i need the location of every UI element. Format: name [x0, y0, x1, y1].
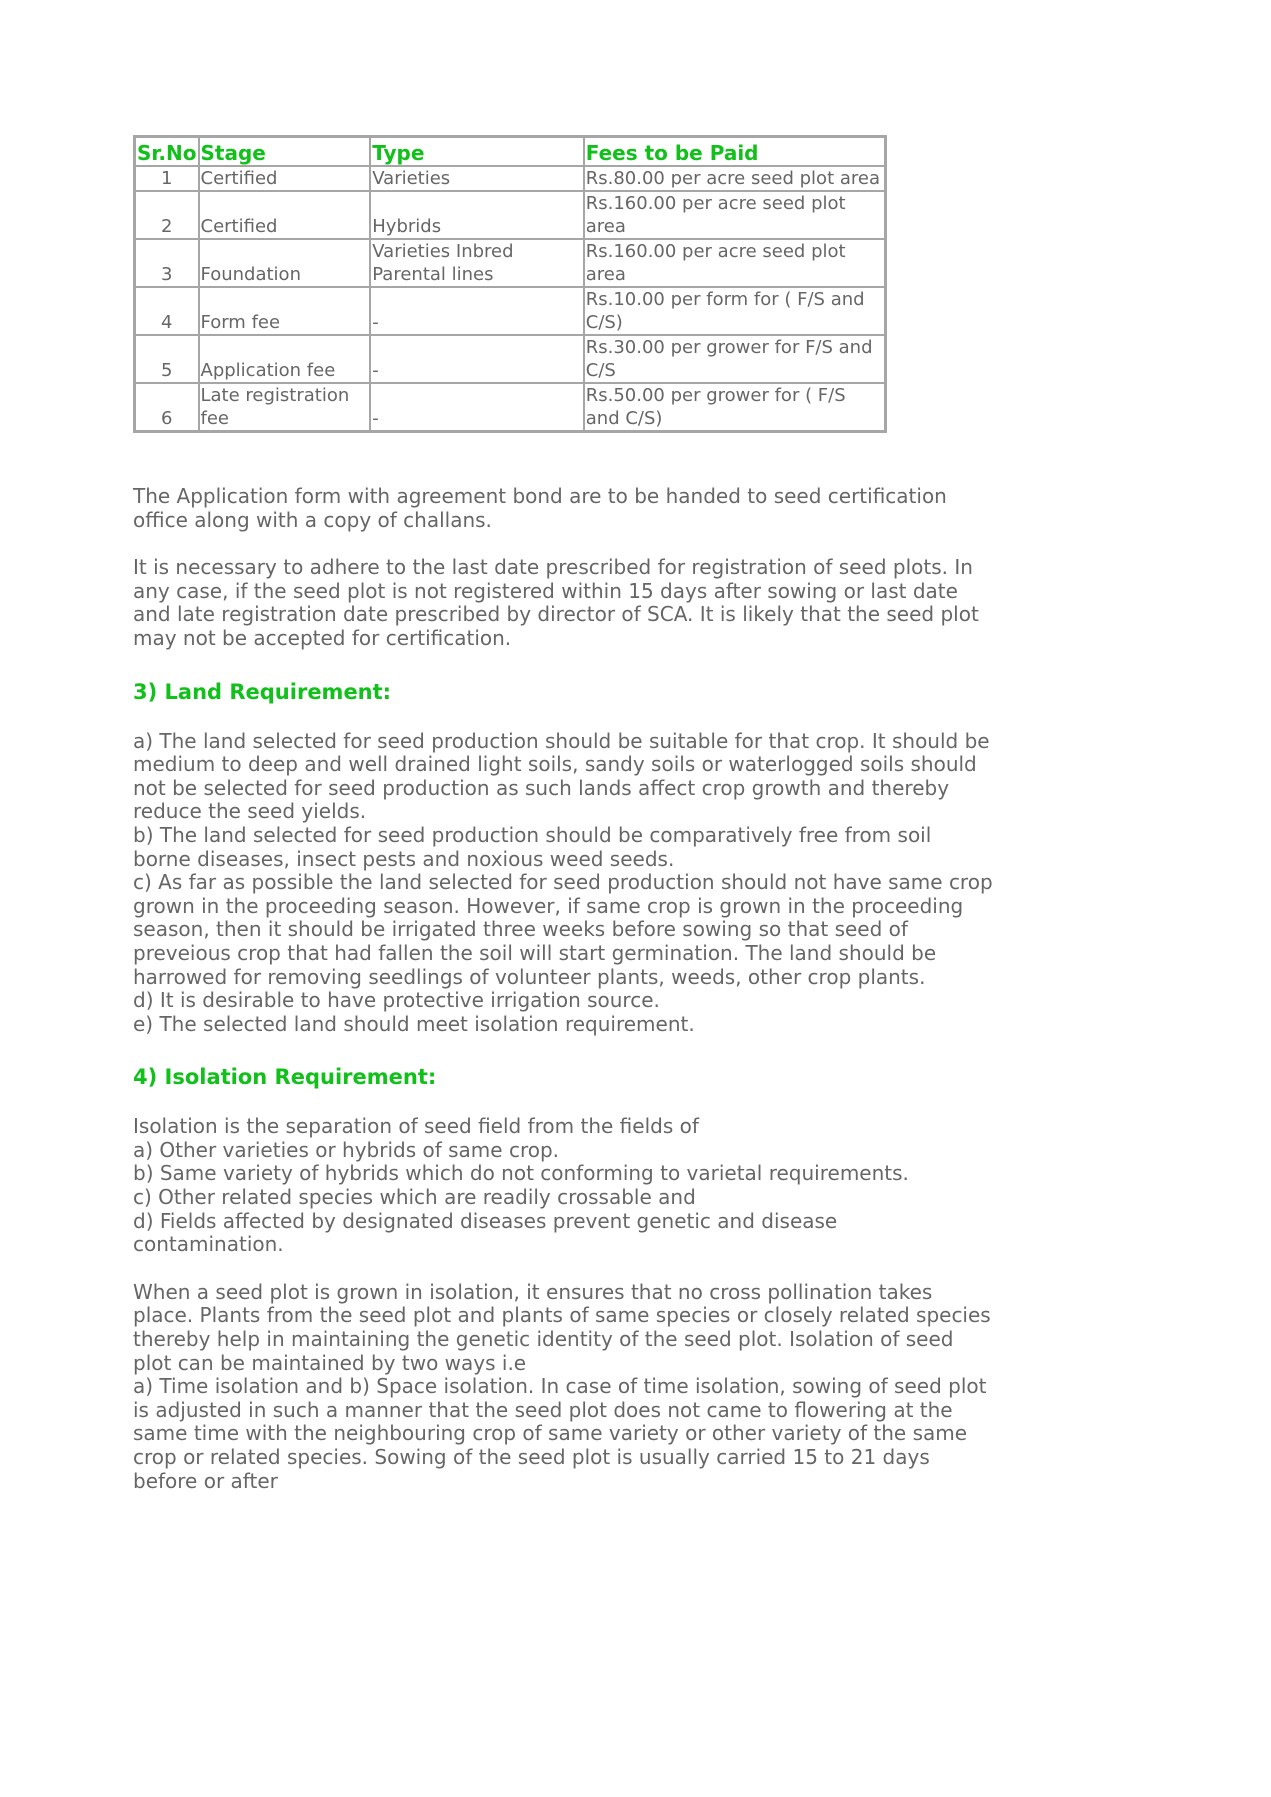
isolation-requirement-heading: 4) Isolation Requirement: [133, 1065, 437, 1090]
cell-stage: Application fee [199, 335, 371, 383]
table-header-row [135, 137, 885, 166]
table-row [135, 166, 885, 191]
cell-type: Hybrids [370, 191, 584, 239]
cell-fee: Rs.30.00 per grower for F/S and C/S [584, 335, 885, 383]
fees-table [133, 135, 887, 433]
table-row [135, 191, 885, 239]
cell-type: Varieties [370, 166, 584, 191]
cell-stage: Foundation [199, 239, 371, 287]
land-requirement-item: d) It is desirable to have protective irrigation source. [133, 988, 660, 1013]
cell-stage: Certified [199, 166, 371, 191]
isolation-requirement-list [133, 1115, 993, 1257]
cell-type: Varieties Inbred Parental lines [370, 239, 584, 287]
table-row [135, 239, 885, 287]
cell-stage: Form fee [199, 287, 371, 335]
cell-stage: Certified [199, 191, 371, 239]
cell-fee: Rs.80.00 per acre seed plot area [584, 166, 885, 191]
land-requirement-heading: 3) Land Requirement: [133, 679, 392, 704]
application-form-paragraph: The Application form with agreement bond are to be handed to seed certification office along with a copy of challans. [133, 484, 947, 532]
land-requirement-item: e) The selected land should meet isolation requirement. [133, 1011, 695, 1036]
isolation-explanation-block [133, 1281, 993, 1493]
land-requirement-item: a) The land selected for seed production should be suitable for that crop. It should be medium to deep and well drained light soils, sandy soils or waterlogged soils should not be selected for seed production as such lands affect crop growth and thereby reduce the seed yields. [133, 728, 990, 824]
land-requirement-item: c) As far as possible the land selected for seed production should not have same crop grown in the proceeding season. However, if same crop is grown in the proceeding season, then it should be irrigated three weeks before sowing so that seed of preveious crop that had fallen the soil will start germination. The land should be harrowed for removing seedlings of volunteer plants, weeds, other crop plants. [133, 870, 993, 989]
header-sr-no: Sr.No [135, 137, 199, 166]
table-row [135, 287, 885, 335]
cell-sr-no: 1 [135, 166, 199, 191]
cell-stage: Late registration fee [199, 383, 371, 431]
cell-sr-no: 4 [135, 287, 199, 335]
cell-type: - [370, 383, 584, 431]
cell-fee: Rs.160.00 per acre seed plot area [584, 239, 885, 287]
table-row [135, 335, 885, 383]
cell-sr-no: 5 [135, 335, 199, 383]
header-type: Type [370, 137, 584, 166]
cell-sr-no: 3 [135, 239, 199, 287]
isolation-explanation-paragraph: When a seed plot is grown in isolation, it ensures that no cross pollination takes place. Plants from the seed plot and plants of same species or closely related species thereby help in maintaining the genetic identity of the seed plot. Isolation of seed plot can be maintained by two ways i.e [133, 1279, 991, 1375]
isolation-item: d) Fields affected by designated diseases prevent genetic and disease contamination. [133, 1208, 838, 1257]
cell-type: - [370, 287, 584, 335]
isolation-item: b) Same variety of hybrids which do not conforming to varietal requirements. [133, 1161, 909, 1186]
cell-fee: Rs.160.00 per acre seed plot area [584, 191, 885, 239]
isolation-item: c) Other related species which are readily crossable and [133, 1185, 696, 1210]
land-requirement-list [133, 730, 993, 1037]
header-fees: Fees to be Paid [584, 137, 885, 166]
time-space-isolation-paragraph: a) Time isolation and b) Space isolation. In case of time isolation, sowing of seed plot is adjusted in such a manner that the seed plot does not came to flowering at the same time with the neighbouring crop of same variety or other variety of the same crop or related species. Sowing of the seed plot is usually carried 15 to 21 days before or after [133, 1374, 987, 1493]
cell-type: - [370, 335, 584, 383]
land-requirement-item: b) The land selected for seed production should be comparatively free from soil borne diseases, insect pests and noxious weed seeds. [133, 822, 932, 871]
cell-fee: Rs.50.00 per grower for ( F/S and C/S) [584, 383, 885, 431]
cell-sr-no: 6 [135, 383, 199, 431]
cell-sr-no: 2 [135, 191, 199, 239]
isolation-item: a) Other varieties or hybrids of same crop. [133, 1137, 560, 1162]
table-row [135, 383, 885, 431]
cell-fee: Rs.10.00 per form for ( F/S and C/S) [584, 287, 885, 335]
isolation-intro: Isolation is the separation of seed field from the fields of [133, 1114, 699, 1139]
header-stage: Stage [199, 137, 371, 166]
document-page [133, 135, 993, 1493]
last-date-paragraph: It is necessary to adhere to the last date prescribed for registration of seed plots. In any case, if the seed plot is not registered within 15 days after sowing or last date and late registration date prescribed by director of SCA. It is likely that the seed plot may not be accepted for certification. [133, 555, 979, 650]
